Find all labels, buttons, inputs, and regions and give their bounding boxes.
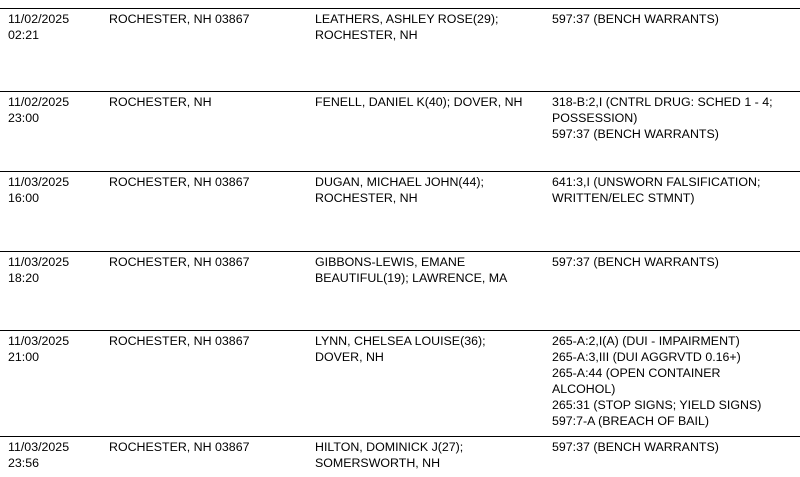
charge-text: 597:37 (BENCH WARRANTS) (552, 255, 719, 269)
location-cell (109, 439, 309, 455)
location-cell (109, 174, 309, 190)
row-divider (0, 436, 800, 437)
arrestee-cell (315, 11, 547, 43)
arrestee-text: LEATHERS, ASHLEY ROSE(29); (315, 12, 499, 26)
arrestee-cell (315, 94, 547, 110)
datetime-cell (8, 439, 98, 471)
charge-text: 265-A:44 (OPEN CONTAINER (552, 366, 721, 380)
location-cell (109, 254, 309, 270)
arrestee-text: GIBBONS-LEWIS, EMANE (315, 255, 466, 269)
date-text: 11/03/2025 (8, 255, 70, 269)
charge-text: 597:37 (BENCH WARRANTS) (552, 12, 719, 26)
charge-text: 597:37 (BENCH WARRANTS) (552, 127, 719, 141)
location-text: ROCHESTER, NH (109, 95, 212, 109)
charge-text: 265-A:3,III (DUI AGGRVTD 0.16+) (552, 350, 741, 364)
arrestee-text: BEAUTIFUL(19); LAWRENCE, MA (315, 271, 508, 285)
datetime-cell (8, 94, 98, 126)
time-text: 21:00 (8, 350, 40, 364)
date-text: 11/03/2025 (8, 440, 70, 454)
location-text: ROCHESTER, NH 03867 (109, 175, 250, 189)
datetime-cell (8, 254, 98, 286)
time-text: 23:00 (8, 111, 40, 125)
row-divider (0, 330, 800, 331)
charges-cell (552, 11, 797, 27)
arrestee-text: FENELL, DANIEL K(40); DOVER, NH (315, 95, 523, 109)
charge-text: POSSESSION) (552, 111, 638, 125)
arrestee-text: HILTON, DOMINICK J(27); (315, 440, 464, 454)
charge-text: 265:31 (STOP SIGNS; YIELD SIGNS) (552, 398, 762, 412)
location-cell (109, 94, 309, 110)
arrestee-text: DOVER, NH (315, 350, 384, 364)
row-divider (0, 171, 800, 172)
charge-text: 265-A:2,I(A) (DUI - IMPAIRMENT) (552, 334, 740, 348)
date-text: 11/02/2025 (8, 95, 70, 109)
location-text: ROCHESTER, NH 03867 (109, 334, 250, 348)
row-divider (0, 91, 800, 92)
datetime-cell (8, 11, 98, 43)
charges-cell (552, 439, 797, 455)
charge-text: 641:3,I (UNSWORN FALSIFICATION; (552, 175, 761, 189)
arrestee-text: ROCHESTER, NH (315, 191, 418, 205)
arrestee-text: DUGAN, MICHAEL JOHN(44); (315, 175, 484, 189)
datetime-cell (8, 333, 98, 365)
row-divider (0, 251, 800, 252)
location-cell (109, 11, 309, 27)
time-text: 02:21 (8, 28, 40, 42)
charge-text: 597:37 (BENCH WARRANTS) (552, 440, 719, 454)
charges-cell (552, 94, 797, 142)
time-text: 16:00 (8, 191, 40, 205)
location-text: ROCHESTER, NH 03867 (109, 440, 250, 454)
charges-cell (552, 174, 797, 206)
row-divider (0, 8, 800, 9)
date-text: 11/02/2025 (8, 12, 70, 26)
arrestee-cell (315, 439, 547, 471)
charges-cell (552, 254, 797, 270)
date-text: 11/03/2025 (8, 334, 70, 348)
arrestee-cell (315, 174, 547, 206)
location-text: ROCHESTER, NH 03867 (109, 255, 250, 269)
arrestee-cell (315, 254, 547, 286)
charges-cell (552, 333, 797, 429)
location-text: ROCHESTER, NH 03867 (109, 12, 250, 26)
charge-text: 597:7-A (BREACH OF BAIL) (552, 414, 709, 428)
arrestee-text: LYNN, CHELSEA LOUISE(36); (315, 334, 486, 348)
arrestee-text: SOMERSWORTH, NH (315, 456, 441, 470)
charge-text: 318-B:2,I (CNTRL DRUG: SCHED 1 - 4; (552, 95, 773, 109)
arrestee-text: ROCHESTER, NH (315, 28, 418, 42)
time-text: 23:56 (8, 456, 40, 470)
date-text: 11/03/2025 (8, 175, 70, 189)
location-cell (109, 333, 309, 349)
time-text: 18:20 (8, 271, 40, 285)
charge-text: WRITTEN/ELEC STMNT) (552, 191, 695, 205)
arrestee-cell (315, 333, 547, 365)
datetime-cell (8, 174, 98, 206)
charge-text: ALCOHOL) (552, 382, 616, 396)
